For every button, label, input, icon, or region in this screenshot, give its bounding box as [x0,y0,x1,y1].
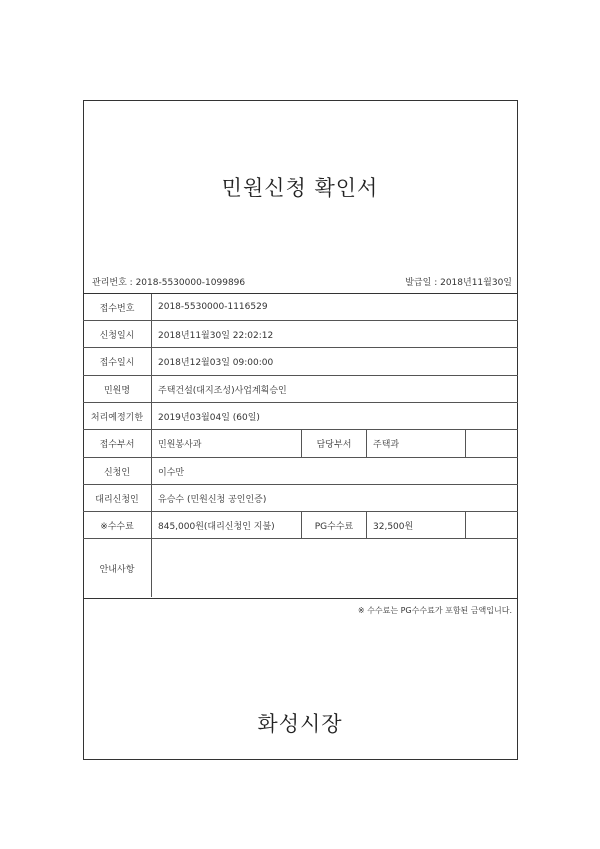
petition-name-label: 민원명 [103,385,131,396]
document-title: 민원신청 확인서 [221,176,379,200]
petition-name-value: 주택건설(대지조성)사업계획승인 [151,376,518,402]
management-number-label: 관리번호 [92,278,127,288]
table-row-petition-name [83,376,518,403]
pg-fee-value: 32,500원 [366,512,466,538]
table-row-fee [83,512,518,539]
apply-datetime-label: 신청일시 [99,330,135,341]
fee-footnote: ※ 수수료는 PG수수료가 포함된 금액입니다. [357,606,512,615]
applicant-label: 신청인 [103,467,131,478]
responsible-dept-value: 주택과 [366,430,466,457]
table-row-guide [83,539,518,597]
management-number-value: 2018-5530000-1099896 [135,278,246,288]
table-row-apply-datetime [83,321,518,348]
responsible-dept-label: 담당부서 [301,430,366,457]
table-row-receipt-no [83,294,518,321]
guide-label: 안내사항 [99,564,135,575]
dept-value: 민원봉사과 [151,430,301,457]
issue-date: 발급일 : 2018년11월30일 [405,278,512,288]
receipt-no-value: 2018-5530000-1116529 [151,294,518,320]
issue-date-label: 발급일 [405,278,432,288]
guide-value [151,539,518,597]
deadline-label: 처리예정기한 [90,412,144,423]
pg-fee-label: PG수수료 [301,512,366,538]
dept-label: 접수부서 [99,440,135,450]
agent-label: 대리신청인 [95,494,139,505]
deadline-value: 2019년03월04일 (60일) [151,403,518,429]
issue-date-value: 2018년11월30일 [440,278,512,288]
table-row-applicant [83,458,518,485]
receipt-datetime-value: 2018년12월03일 09:00:00 [151,348,518,375]
management-number: 관리번호 : 2018-5530000-1099896 [92,278,246,288]
apply-datetime-value: 2018년11월30일 22:02:12 [151,321,518,347]
agent-value: 유승수 (민원신청 공인인증) [151,485,518,511]
application-table [83,293,518,599]
fee-label: ※수수료 [100,521,134,532]
table-row-dept [83,430,518,458]
fee-value: 845,000원(대리신청인 지불) [151,512,301,538]
receipt-no-label: 접수번호 [99,303,135,314]
table-row-agent [83,485,518,512]
receipt-datetime-label: 접수일시 [99,358,135,368]
issuer-name: 화성시장 [257,712,343,736]
table-row-deadline [83,403,518,430]
table-row-receipt-datetime [83,348,518,376]
applicant-value: 이수만 [151,458,518,484]
